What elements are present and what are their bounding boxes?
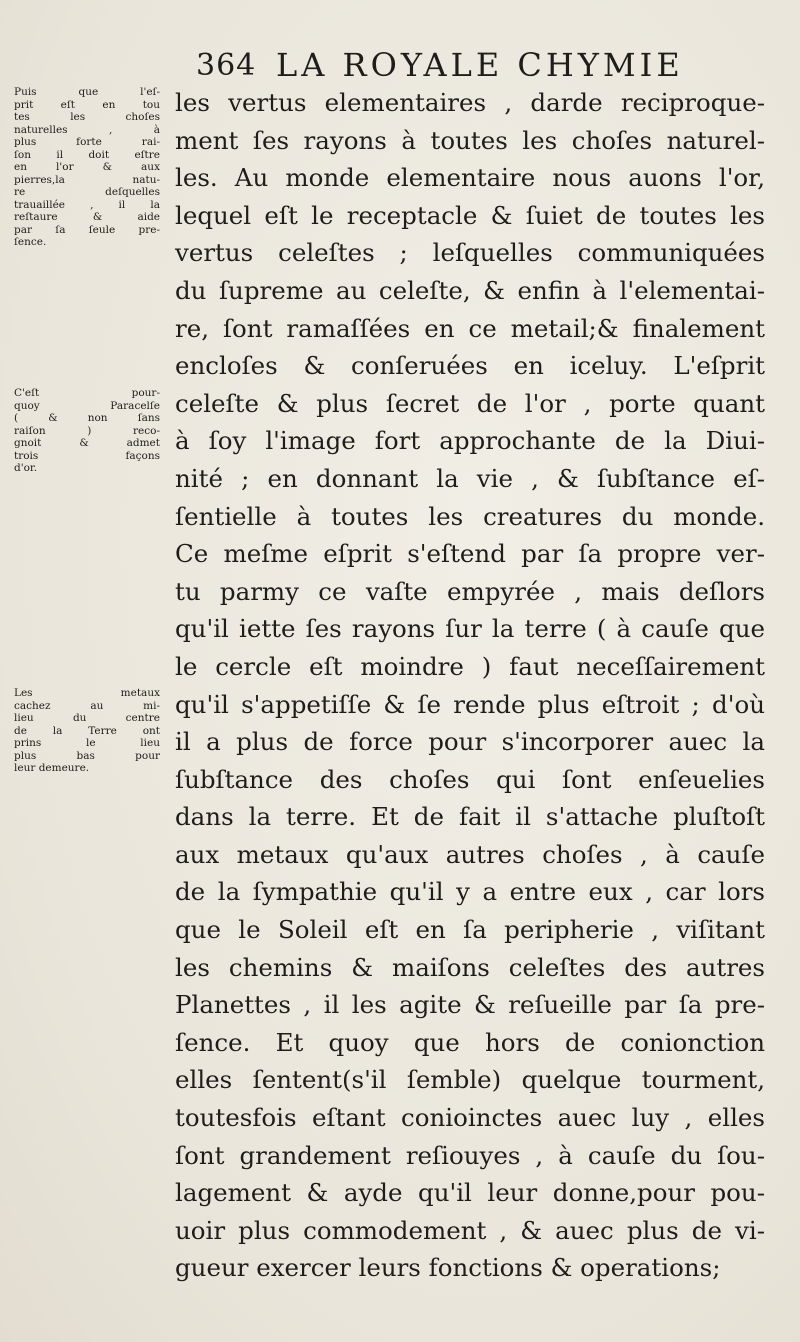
margin-note-line: ſon il doit eſtre: [14, 148, 160, 161]
running-title: LA ROYALE CHYMIE: [276, 46, 684, 84]
margin-note-line: C'eſt pour-: [14, 387, 160, 399]
margin-note-line: tes les choſes: [14, 111, 160, 123]
text-line: ment ſes rayons à toutes les choſes naturel-: [175, 125, 765, 155]
margin-note-line: prit eſt en tou: [14, 98, 160, 111]
text-line: les vertus elementaires , darde reciproque-: [175, 88, 765, 117]
margin-note-line: leur demeure.: [14, 762, 90, 774]
text-line: dans la terre. Et de fait il s'attache pluſtoſt: [175, 802, 765, 832]
text-line: celeſte & plus ſecret de l'or , porte quant: [175, 388, 765, 418]
margin-note-line: d'or.: [14, 462, 38, 474]
margin-note-3: [14, 687, 160, 775]
text-line: les chemins & maiſons celeſtes des autres: [175, 952, 765, 982]
margin-note-line: reſtaure & aide: [14, 211, 160, 223]
text-line: qu'il iette ſes rayons ſur la terre ( à cauſe que: [175, 614, 765, 644]
margin-note-line: pierres,la natu-: [14, 173, 160, 186]
margin-note-line: par ſa ſeule pre-: [14, 223, 160, 236]
text-line: uoir plus commodement , & auec plus de vi-: [175, 1215, 765, 1245]
margin-note-2: [14, 387, 160, 475]
text-line: de la ſympathie qu'il y a entre eux , car lors: [175, 877, 765, 907]
text-line: tu parmy ce vaſte empyrée , mais deſlors: [175, 576, 765, 606]
margin-note-line: ſence.: [14, 236, 47, 248]
text-line: que le Soleil eſt en ſa peripherie , viſitant: [175, 915, 765, 945]
margin-note-line: Puis que l'eſ-: [14, 86, 160, 98]
text-line: elles ſentent(s'il ſemble) quelque tourment,: [175, 1065, 765, 1095]
margin-note-line: quoy Paracelſe: [14, 399, 160, 412]
margin-note-line: trauaillée , il la: [14, 198, 160, 211]
page-header: [196, 44, 756, 84]
text-line: du ſupreme au celeſte, & enfin à l'elementai-: [175, 275, 765, 305]
text-line: à ſoy l'image fort approchante de la Diui-: [175, 426, 765, 456]
page-number: 364: [196, 48, 257, 83]
text-line: ſubſtance des choſes qui ſont enſeuelies: [175, 764, 765, 794]
text-line: re, ſont ramaſſées en ce metail;& finalement: [175, 313, 765, 343]
text-line: ſont grandement reſiouyes , à cauſe du ſou-: [175, 1140, 765, 1170]
text-line: aux metaux qu'aux autres choſes , à cauſe: [175, 839, 765, 869]
text-line: nité ; en donnant la vie , & ſubſtance eſ-: [175, 463, 765, 493]
margin-note-line: lieu du centre: [14, 712, 160, 724]
text-line: Ce meſme eſprit s'eſtend par ſa propre ver-: [175, 539, 765, 569]
margin-note-line: ( & non ſans: [14, 412, 160, 424]
text-line: ſentielle à toutes les creatures du monde.: [175, 501, 765, 531]
main-text-block: [175, 84, 765, 1287]
text-line: lequel eſt le receptacle & ſuiet de toutes les: [175, 200, 765, 230]
margin-note-line: plus forte rai-: [14, 136, 160, 148]
text-line: il a plus de force pour s'incorporer auec la: [175, 727, 765, 757]
margin-note-line: prins le lieu: [14, 737, 160, 749]
text-line: Planettes , il les agite & reſueille par ſa pre-: [175, 990, 765, 1020]
margin-note-line: naturelles , à: [14, 123, 160, 136]
margin-note-line: en l'or & aux: [14, 161, 160, 173]
margin-note-line: Les metaux: [14, 687, 160, 699]
text-line: le cercle eſt moindre ) faut neceſſairement: [175, 651, 765, 681]
text-line: gueur exercer leurs fonctions & operations;: [175, 1253, 721, 1283]
margin-note-1: [14, 86, 160, 249]
margin-note-line: trois façons: [14, 449, 160, 462]
text-line: ſence. Et quoy que hors de conionction: [175, 1027, 765, 1057]
margin-note-line: plus bas pour: [14, 749, 160, 762]
text-line: toutesfois eſtant conioinctes auec luy , elles: [175, 1103, 765, 1133]
margin-note-line: re deſquelles: [14, 186, 160, 198]
text-line: vertus celeſtes ; leſquelles communiquées: [175, 238, 765, 268]
margin-note-line: gnoit & admet: [14, 437, 160, 449]
text-line: lagement & ayde qu'il leur donne,pour pou-: [175, 1178, 765, 1208]
text-line: les. Au monde elementaire nous auons l'or,: [175, 163, 765, 193]
margin-note-line: cachez au mi-: [14, 699, 160, 712]
margin-note-line: de la Terre ont: [14, 724, 160, 737]
margin-note-line: raiſon ) reco-: [14, 424, 160, 437]
text-line: encloſes & conſeruées en iceluy. L'eſprit: [175, 351, 765, 381]
text-line: qu'il s'appetiſſe & ſe rende plus eſtroit ; d'où: [175, 689, 765, 719]
